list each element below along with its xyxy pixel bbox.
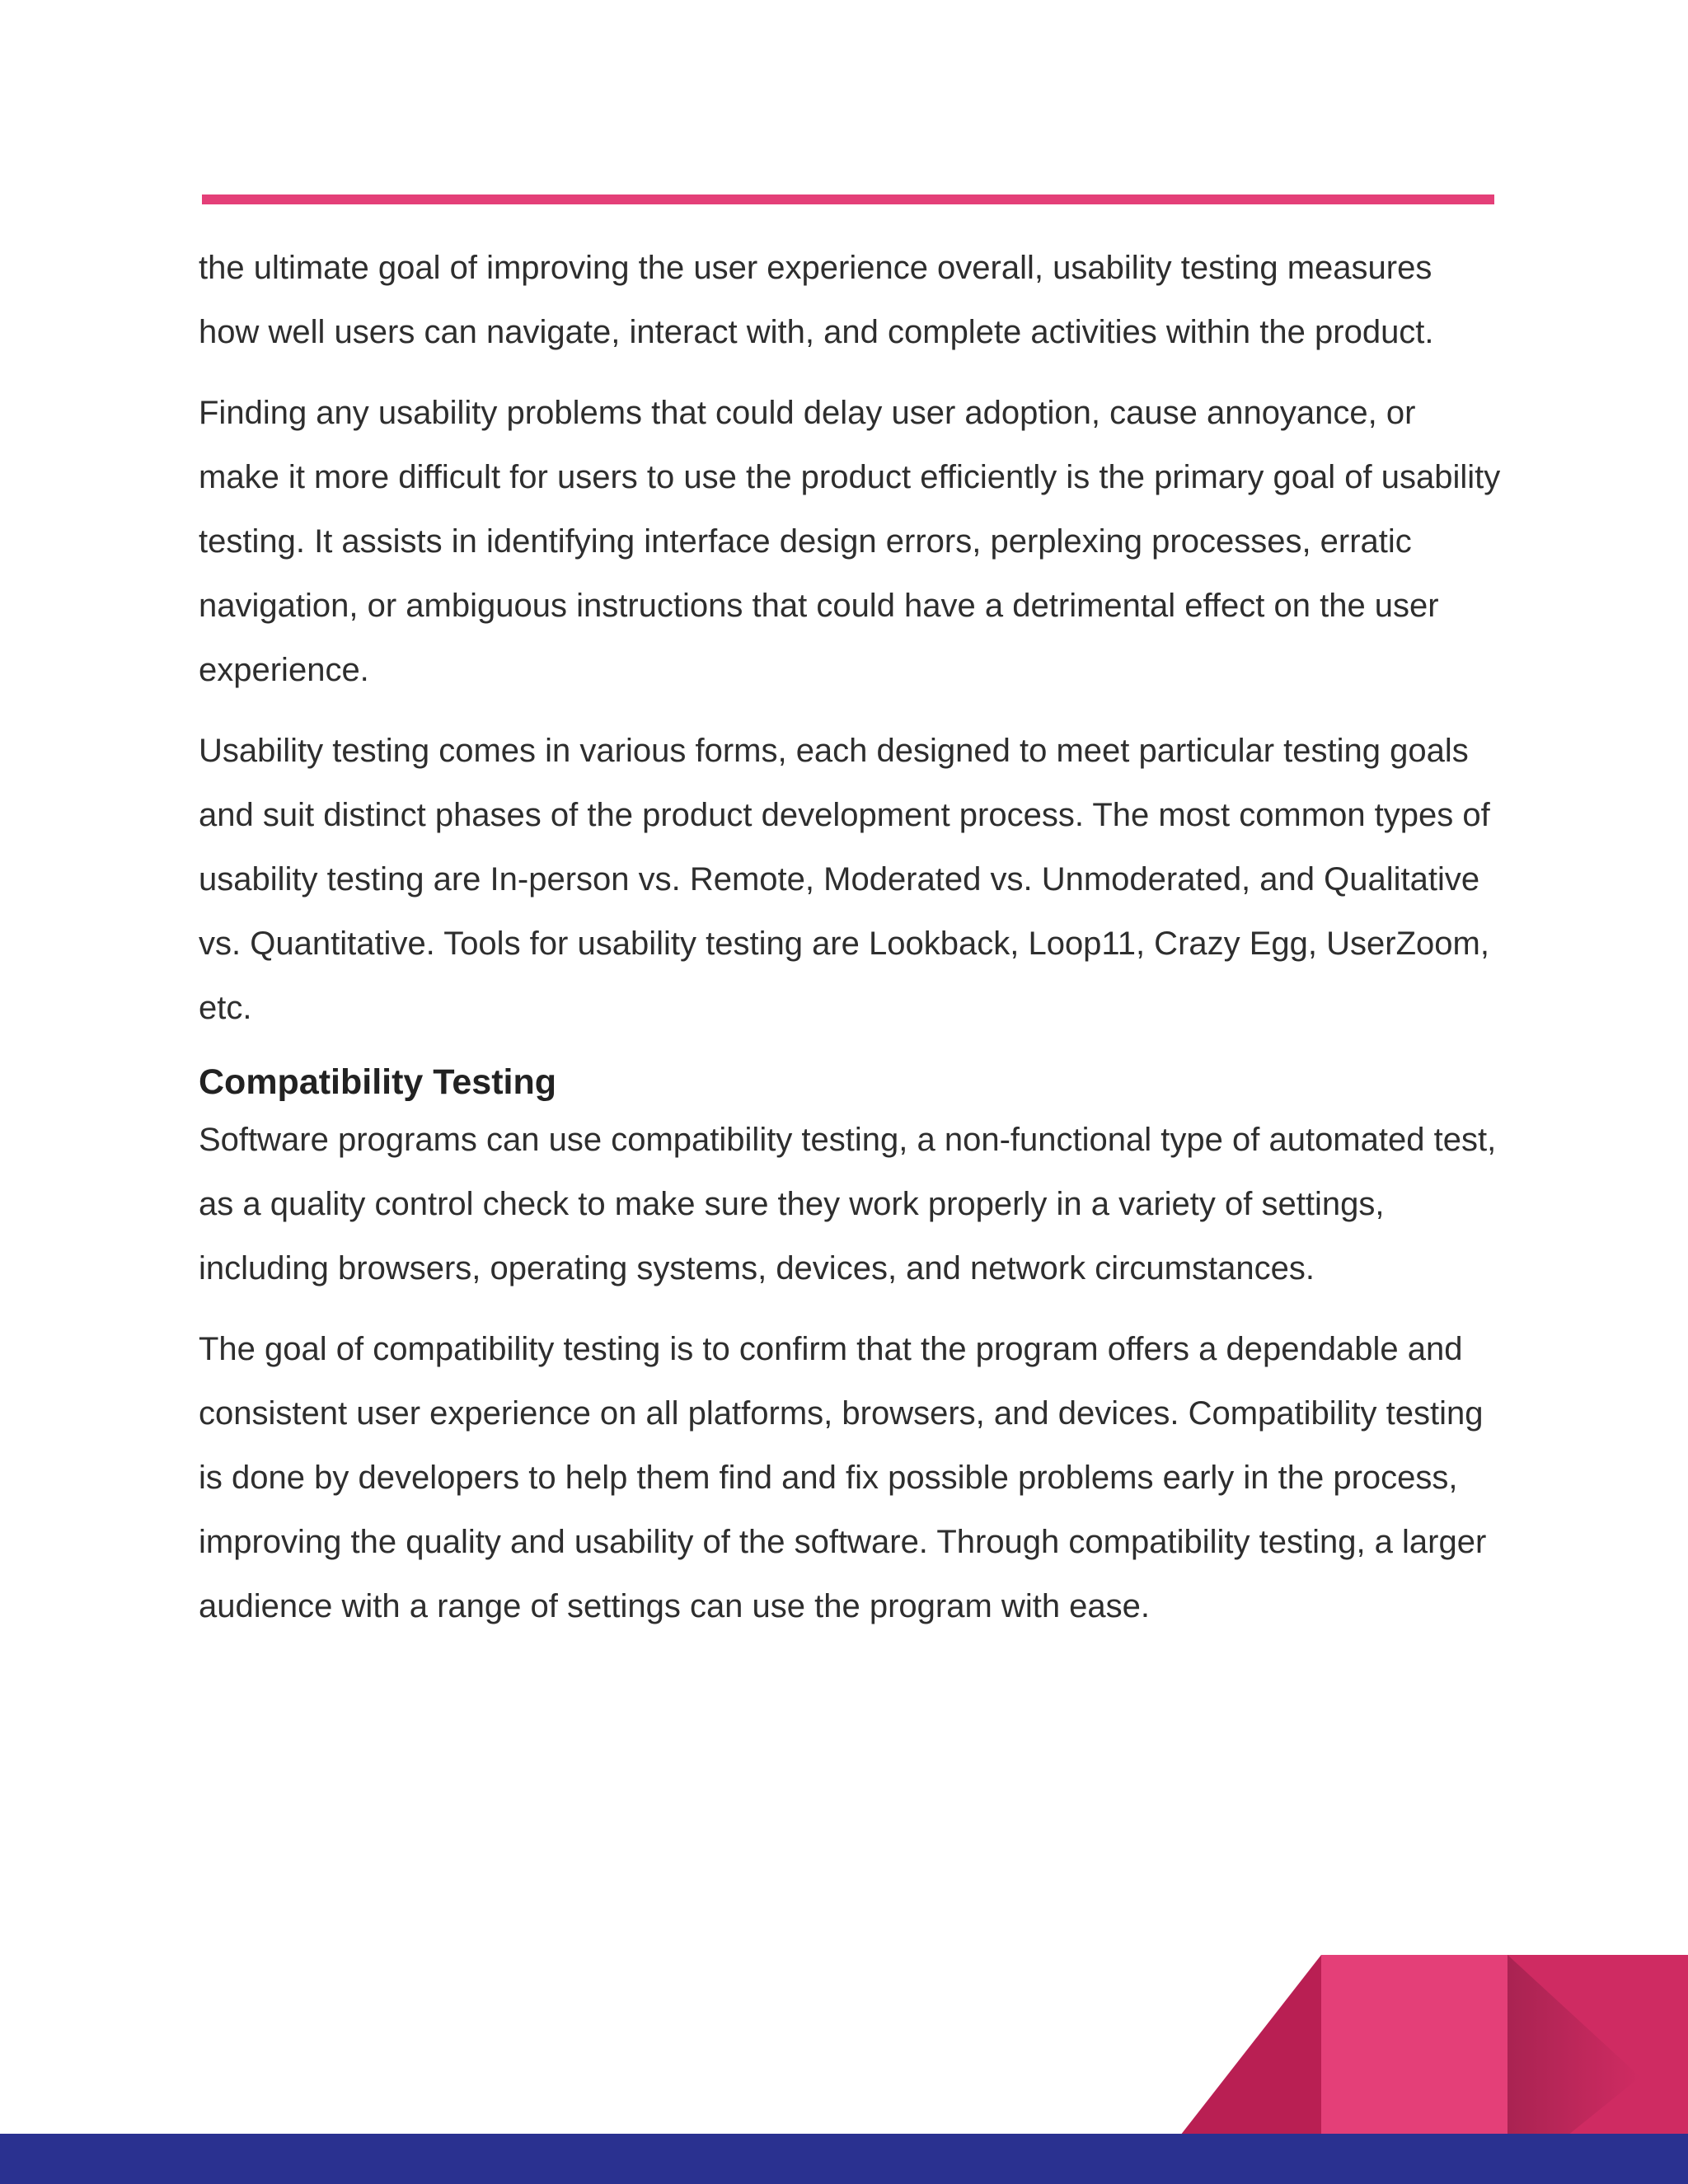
document-body: [199, 236, 1501, 1655]
footer-mid-block: [1507, 1955, 1688, 2184]
footer-fold-shadow: [1507, 1955, 1640, 2184]
paragraph-usability-types: Usability testing comes in various forms, each designed to meet particular testing goals and suit distinct phases of the product development process. The most common types of usability testing are In-person vs. Remote, Moderated vs. Unmoderated, and Qualitative vs. Quantitative. Tools for usability testing are Lookback, Loop11, Crazy Egg, UserZoom, etc.: [199, 733, 1490, 1026]
section-heading-compatibility: Compatibility Testing: [199, 1062, 556, 1102]
footer-navy-bar: [0, 2134, 1688, 2184]
footer-pink-block: [1321, 1955, 1507, 2184]
header-accent-rule: [202, 194, 1494, 204]
paragraph-compatibility-goal: The goal of compatibility testing is to confirm that the program offers a dependable and consistent user experience on all platforms, browsers, and devices. Compatibility testing is done by developers to help them find and fix possible problems early in the process, improving the quality and usability of the software. Through compatibility testing, a larger audience with a range of settings can use the program with ease.: [199, 1331, 1487, 1624]
footer-dark-triangle: [1142, 1955, 1321, 2184]
paragraph-usability-intro: the ultimate goal of improving the user experience overall, usability testing measures how well users can navigate, interact with, and complete activities within the product.: [199, 250, 1434, 350]
paragraph-compatibility-intro: Software programs can use compatibility testing, a non-functional type of automated test, as a quality control check to make sure they work properly in a variety of settings, including browsers, operating systems, devices, and network circumstances.: [199, 1122, 1497, 1286]
paragraph-usability-goal: Finding any usability problems that could delay user adoption, cause annoyance, or make it more difficult for users to use the product efficiently is the primary goal of usability testing. It assists in identifying interface design errors, perplexing processes, erratic navigation, or ambiguous instructions that could have a detrimental effect on the user experience.: [199, 395, 1501, 688]
